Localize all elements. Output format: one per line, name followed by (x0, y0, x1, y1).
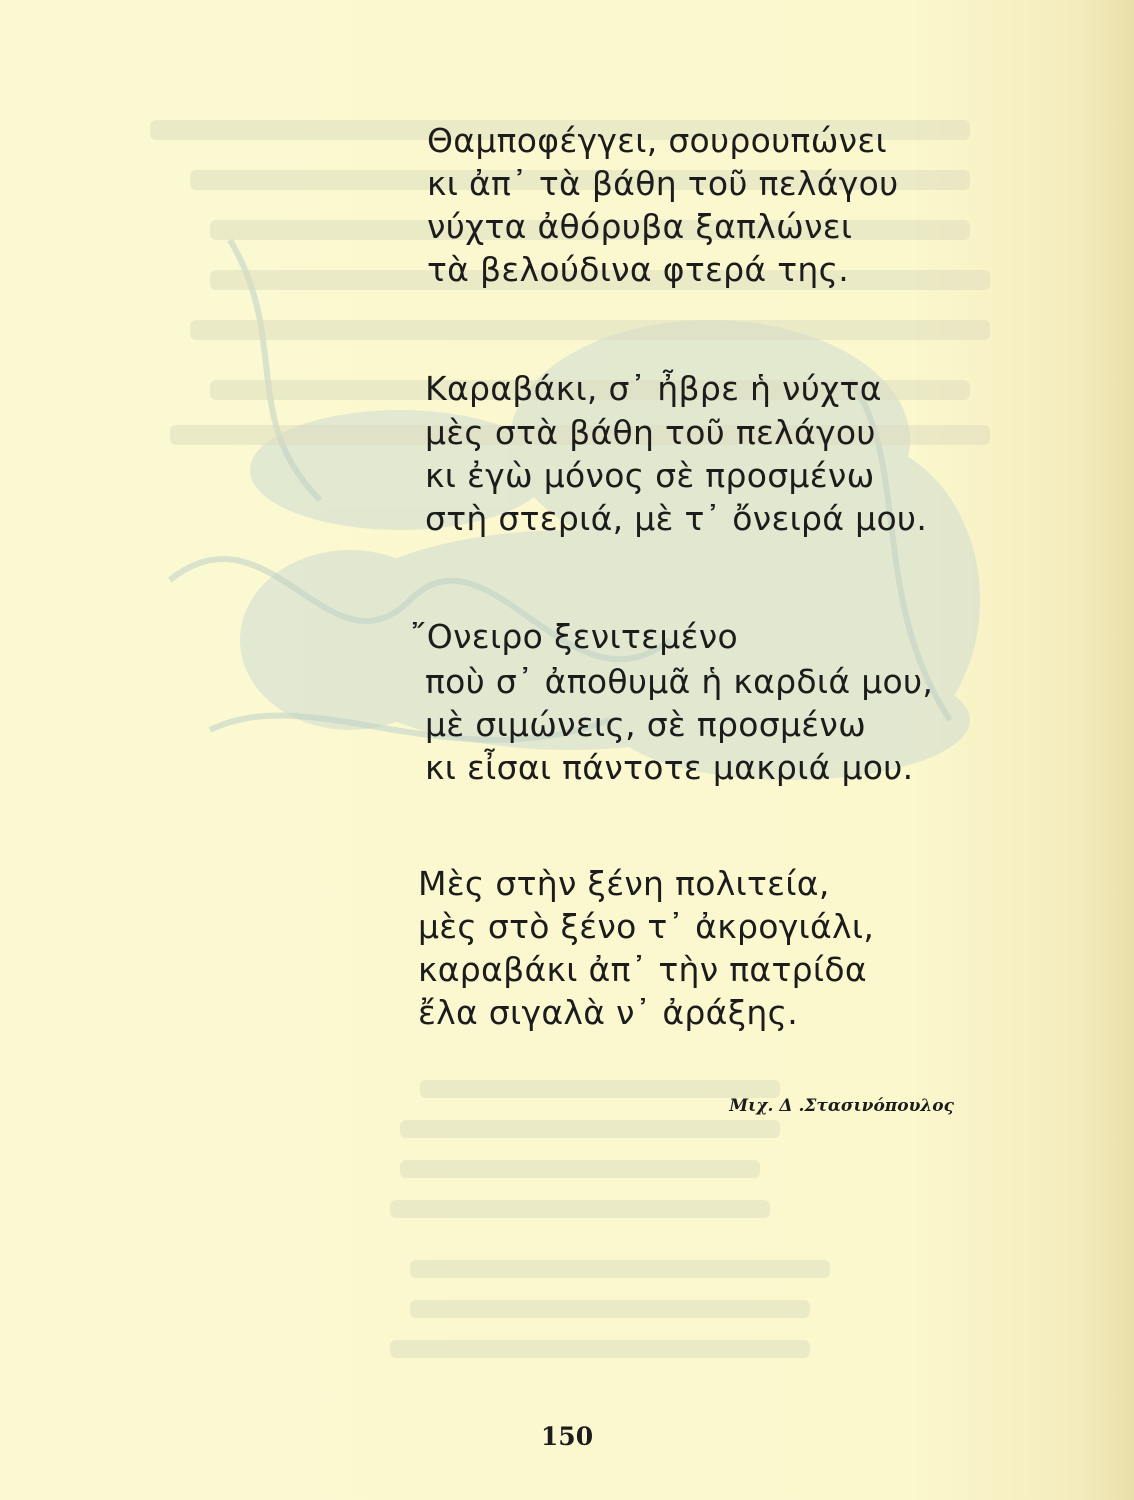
verse-line: Καραβάκι, σ᾽ ἦβρε ἡ νύχτα (425, 369, 882, 408)
verse-line: τὰ βελούδινα φτερά της. (427, 250, 850, 289)
verse-line: ῎Ονειρο ξενιτεμένο (410, 617, 738, 656)
verse-line: κι εἶσαι πάντοτε μακριά μου. (425, 748, 914, 787)
verse-line: Θαμποφέγγει, σουρουπώνει (427, 121, 887, 160)
verse-line: νύχτα ἀθόρυβα ξαπλώνει (427, 207, 853, 246)
verse-line: μὲς στὰ βάθη τοῦ πελάγου (425, 413, 876, 452)
verse-line: καραβάκι ἀπ᾽ τὴν πατρίδα (418, 950, 867, 989)
page-number: 150 (540, 1422, 594, 1451)
verse-line: κι ἐγὼ μόνος σὲ προσμένω (425, 456, 875, 495)
verse-line: ἔλα σιγαλὰ ν᾽ ἀράξης. (418, 993, 799, 1032)
verse-line: κι ἀπ᾽ τὰ βάθη τοῦ πελάγου (427, 164, 899, 203)
verse-line: Μὲς στὴν ξένη πολιτεία, (418, 864, 830, 903)
verse-line: στὴ στεριά, μὲ τ᾽ ὄνειρά μου. (425, 499, 928, 538)
verse-line: μὲ σιμώνεις, σὲ προσμένω (425, 705, 867, 744)
author-signature: Μιχ. Δ .Στασινόπουλος (729, 1096, 954, 1116)
verse-line: μὲς στὸ ξένο τ᾽ ἀκρογιάλι, (418, 907, 875, 946)
verse-line: ποὺ σ᾽ ἀποθυμᾶ ἡ καρδιά μου, (425, 662, 934, 701)
